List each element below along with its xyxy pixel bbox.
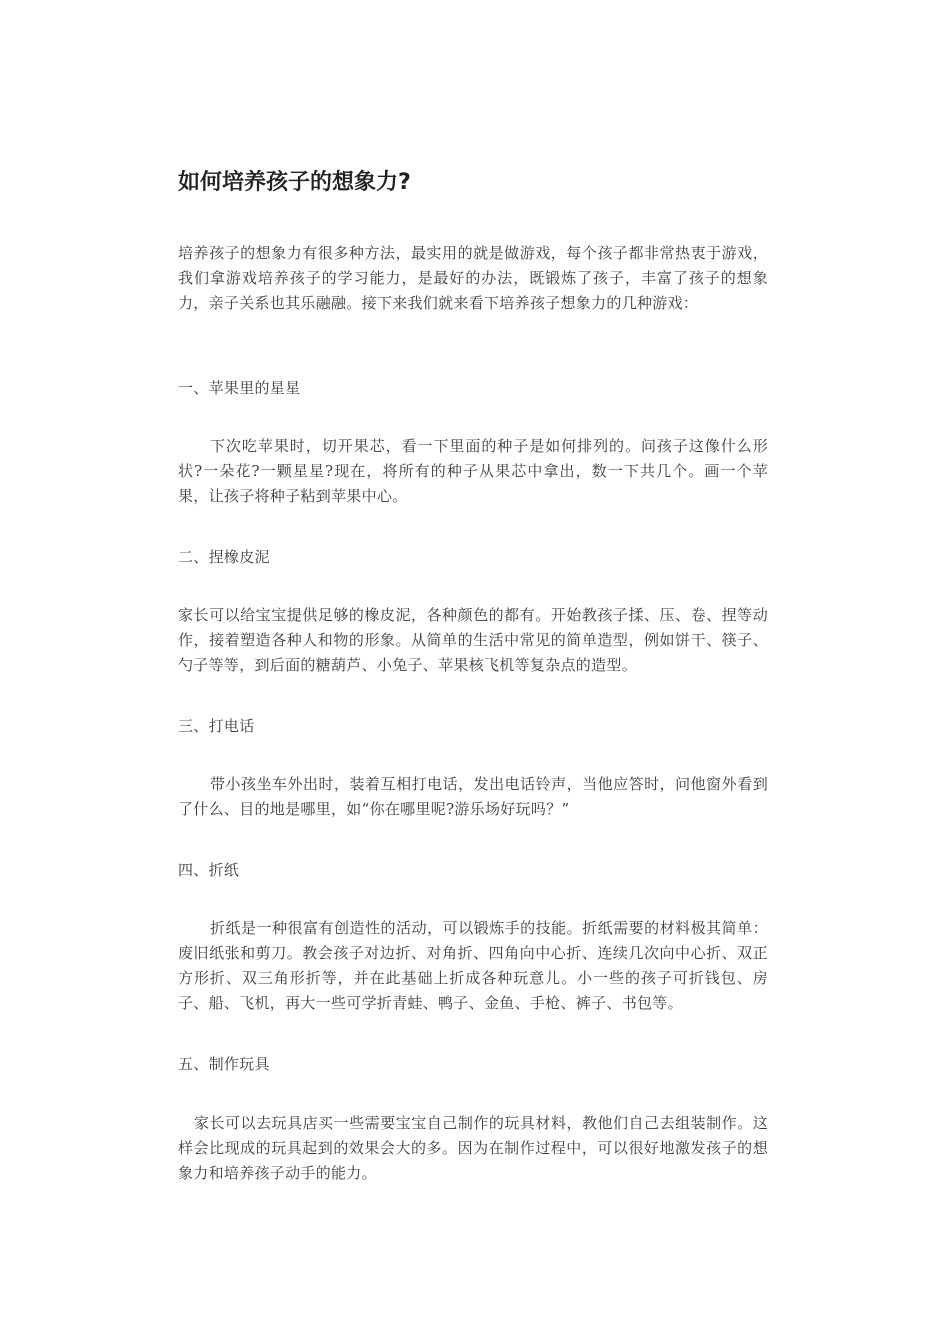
- section-body-5: 家长可以去玩具店买一些需要宝宝自己制作的玩具材料，教他们自己去组装制作。这样会比现成的玩具起到的效果会大的多。因为在制作过程中，可以很好地激发孩子的想象力和培养孩子动手的能力。: [178, 1114, 768, 1182]
- section-heading-4: 四、折纸: [178, 861, 240, 879]
- section-body-4: 折纸是一种很富有创造性的活动，可以锻炼手的技能。折纸需要的材料极其简单：废旧纸张和剪刀。教会孩子对边折、对角折、四角向中心折、连续几次向中心折、双正方形折、双三角形折等，并在此基础上折成各种玩意儿。小一些的孩子可折钱包、房子、船、飞机，再大一些可学折青蛙、鸭子、金鱼、手枪、裤子、书包等。: [178, 919, 768, 1012]
- section-body-2: 家长可以给宝宝提供足够的橡皮泥，各种颜色的都有。开始教孩子揉、压、卷、捏等动作，接着塑造各种人和物的形象。从简单的生活中常见的简单造型，例如饼干、筷子、勺子等等，到后面的糖葫芦、小兔子、苹果核飞机等复杂点的造型。: [178, 606, 768, 674]
- section-heading-5: 五、制作玩具: [178, 1055, 270, 1073]
- section-heading-1: 一、苹果里的星星: [178, 379, 301, 397]
- section-body-3: 带小孩坐车外出时，装着互相打电话，发出电话铃声，当他应答时，问他窗外看到了什么、目的地是哪里，如“你在哪里呢?游乐场好玩吗？”: [178, 775, 768, 818]
- intro-paragraph: 培养孩子的想象力有很多种方法，最实用的就是做游戏，每个孩子都非常热衷于游戏，我们拿游戏培养孩子的学习能力，是最好的办法，既锻炼了孩子，丰富了孩子的想象力，亲子关系也其乐融融。接下来我们就来看下培养孩子想象力的几种游戏：: [178, 244, 768, 312]
- section-body-1: 下次吃苹果时，切开果芯，看一下里面的种子是如何排列的。问孩子这像什么形状?一朵花?一颗星星?现在，将所有的种子从果芯中拿出，数一下共几个。画一个苹果，让孩子将种子粘到苹果中心。: [178, 437, 768, 505]
- section-heading-2: 二、捏橡皮泥: [178, 548, 270, 566]
- section-heading-3: 三、打电话: [178, 717, 255, 735]
- page-title: 如何培养孩子的想象力?: [178, 170, 411, 195]
